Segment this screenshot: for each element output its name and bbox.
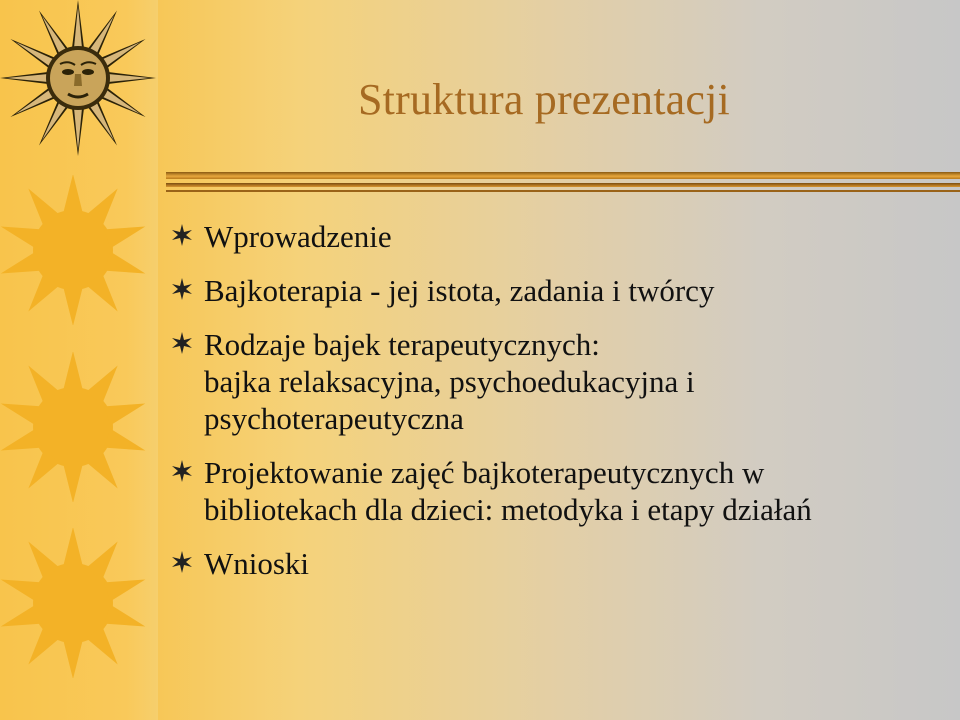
list-item-text: Rodzaje bajek terapeutycznych: bajka relaksacyjna, psychoedukacyjna i psychoterapeutyczna — [204, 327, 695, 436]
bullet-list — [168, 218, 948, 599]
list-item-text: Wnioski — [204, 546, 310, 581]
sun-icon — [0, 175, 148, 325]
list-item — [168, 272, 948, 309]
star-burst-icon — [170, 223, 194, 247]
list-item-text: Bajkoterapia - jej istota, zadania i twórcy — [204, 273, 715, 308]
star-burst-icon — [170, 331, 194, 355]
star-burst-icon — [170, 277, 194, 301]
sun-icon — [0, 352, 148, 502]
title-underline-rule — [166, 172, 960, 194]
sun-face-icon — [0, 0, 160, 160]
list-item-text: Projektowanie zajęć bajkoterapeutycznych w bibliotekach dla dzieci: metodyka i etapy działań — [204, 455, 812, 527]
sun-icon — [0, 528, 148, 678]
list-item — [168, 454, 948, 528]
list-item — [168, 218, 948, 255]
list-item — [168, 545, 948, 582]
slide-title: Struktura prezentacji — [358, 75, 730, 124]
list-item — [168, 326, 948, 437]
star-burst-icon — [170, 550, 194, 574]
star-burst-icon — [170, 459, 194, 483]
list-item-text: Wprowadzenie — [204, 219, 392, 254]
